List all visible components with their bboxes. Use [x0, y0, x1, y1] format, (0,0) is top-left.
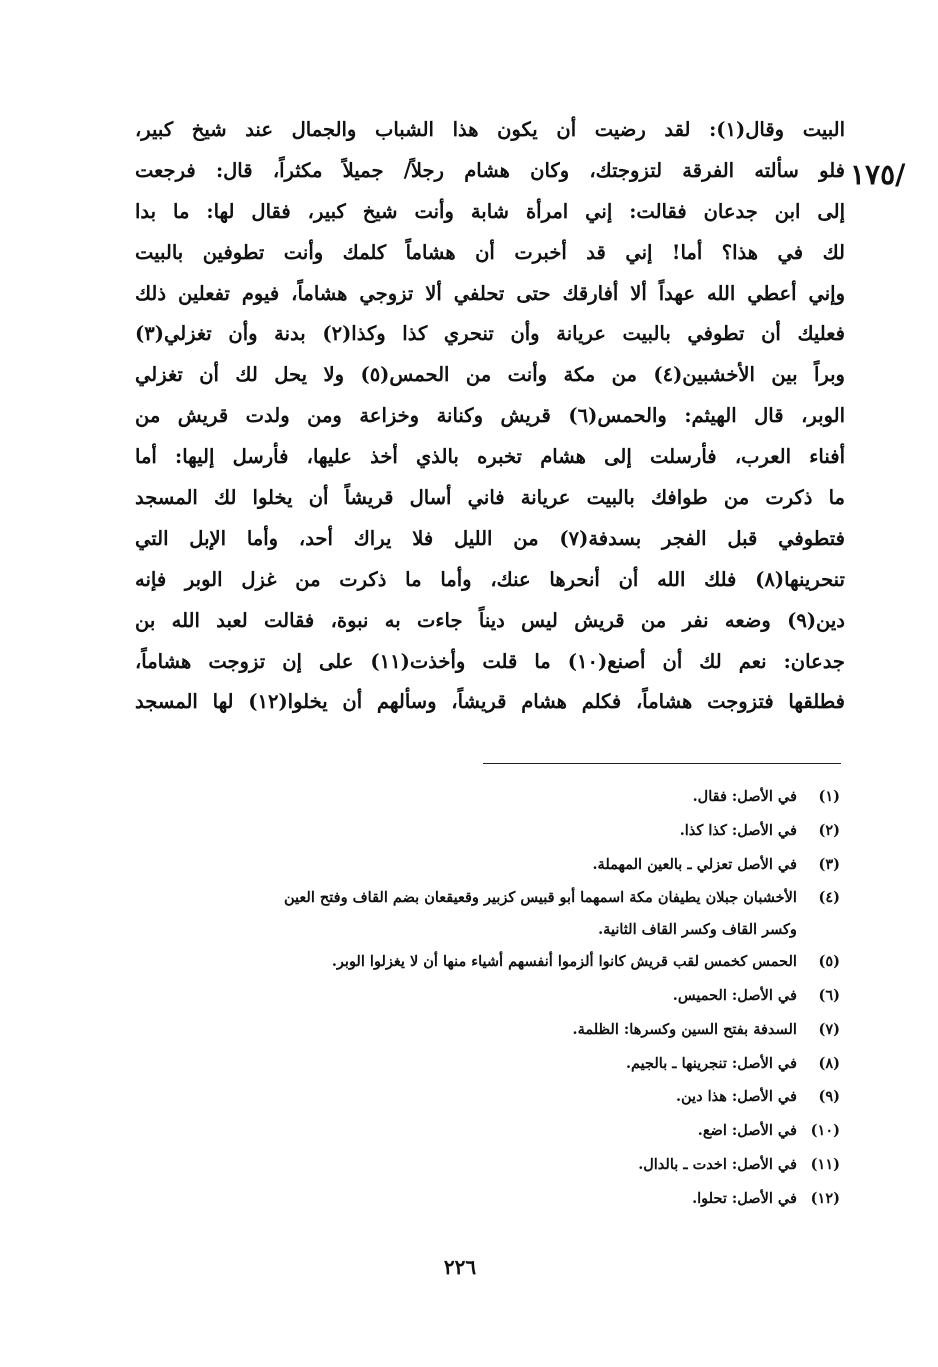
text-line: وبراً بين الأخشبين(٤) من مكة وأنت من الحمس(٥) ولا يحل لك أن تغزلي	[135, 363, 845, 387]
footnote-number: (٦)	[818, 986, 840, 1004]
footnote-continuation	[120, 915, 840, 945]
footnote-text: وكسر القاف وكسر القاف الثانية.	[598, 921, 797, 939]
footnote-number: (٩)	[818, 1088, 840, 1106]
text-line: فتطوفي قبل الفجر بسدفة(٧) من الليل فلا يراك أحد، وأما الإبل التي	[135, 526, 845, 550]
footnote-text: في الأصل: الحميس.	[672, 986, 797, 1004]
text-line: فعليك أن تطوفي بالبيت عريانة وأن تنحري كذا وكذا(٢) بدنة وأن تغزلي(٣)	[135, 322, 845, 346]
footnote-number: (٢)	[818, 821, 840, 839]
footnote-number: (٣)	[818, 855, 840, 873]
footnote-item	[120, 1182, 840, 1216]
footnote-item	[120, 814, 840, 848]
footnote-item	[120, 881, 840, 915]
footnote-item	[120, 1080, 840, 1114]
footnote-number: (١٠)	[810, 1122, 840, 1140]
footnote-item	[120, 780, 840, 814]
text-line: أفناء العرب، فأرسلت إلى هشام تخبره بالذي أخذ عليها، فأرسل إليها: أما	[135, 445, 845, 469]
footnote-item	[120, 945, 840, 979]
footnote-text: في الأصل: فقال.	[692, 788, 797, 805]
footnote-item	[120, 979, 840, 1013]
footnote-separator	[483, 763, 841, 764]
footnote-text: الحمس كخمس لقب قريش كانوا ألزموا أنفسهم أشياء منها أن لا يغزلوا الوبر.	[331, 953, 797, 971]
text-line: البيت وقال(١): لقد رضيت أن يكون هذا الشباب والجمال عند شيخ كبير،	[135, 118, 845, 141]
footnote-number: (١١)	[810, 1155, 840, 1173]
footnote-text: السدفة بفتح السين وكسرها: الظلمة.	[572, 1020, 797, 1038]
footnote-text: الأخشبان جبلان يطيفان مكة اسمهما أبو قبيس كزبير وقعيقعان بضم القاف وفتح العين	[284, 889, 797, 907]
footnote-text: في الأصل: اضع.	[697, 1122, 797, 1140]
text-line: فلو سألته الفرقة لتزوجتك، وكان هشام رجلاً/ جميلاً مكثراً، قال: فرجعت	[135, 158, 845, 182]
footnote-number: (٧)	[818, 1020, 840, 1038]
footnote-number: (٤)	[818, 889, 840, 907]
footnote-item	[120, 1013, 840, 1047]
text-line: جدعان: نعم لك أن أصنع(١٠) ما قلت وأخذت(١١) على إن تزوجت هشاماً،	[135, 649, 845, 673]
footnote-item	[120, 1148, 840, 1182]
text-line: لك في هذا؟ أما! إني قد أخبرت أن هشاماً كلمك وأنت تطوفين بالبيت	[135, 240, 845, 264]
footnote-item	[120, 848, 840, 882]
text-line: إلى ابن جدعان فقالت: إني امرأة شابة وأنت شيخ كبير، فقال لها: ما بدا	[135, 199, 845, 223]
footnote-item	[120, 1114, 840, 1148]
margin-page-reference: /١٧٥	[850, 158, 906, 191]
text-line: الوبر، قال الهيثم: والحمس(٦) قريش وكنانة وخزاعة ومن ولدت قريش من	[135, 404, 845, 428]
footnote-text: في الأصل تعزلي ـ بالعين المهملة.	[592, 855, 797, 873]
text-line: ما ذكرت من طوافك بالبيت عريانة فاني أسال قريشاً أن يخلوا لك المسجد	[135, 486, 845, 510]
text-line: فطلقها فتزوجت هشاماً، فكلم هشام قريشاً، وسألهم أن يخلوا(١٢) لها المسجد	[135, 690, 845, 714]
text-line: تنحرينها(٨) فلك الله أن أنحرها عنك، وأما ما ذكرت من غزل الوبر فإنه	[135, 567, 845, 591]
footnote-number: (١)	[818, 788, 840, 805]
footnote-text: في الأصل: تحلوا.	[692, 1189, 797, 1207]
footnote-number: (٥)	[818, 953, 840, 971]
main-text-block	[135, 110, 845, 723]
page-number: ٢٢٦	[443, 1255, 477, 1279]
footnote-number: (٨)	[818, 1054, 840, 1072]
footnote-text: في الأصل: اخدت ـ بالدال.	[638, 1155, 797, 1173]
footnote-item	[120, 1047, 840, 1081]
footnote-number: (١٢)	[810, 1189, 840, 1207]
text-line: دين(٩) وضعه نفر من قريش ليس ديناً جاءت به نبوة، فقالت لعبد الله بن	[135, 608, 845, 632]
footnote-text: في الأصل: كذا كذا.	[679, 821, 797, 839]
footnote-text: في الأصل: تنجرينها ـ بالجيم.	[625, 1054, 797, 1072]
text-line: وإني أعطي الله عهداً ألا أفارقك حتى تحلفي ألا تزوجي هشاماً، فيوم تفعلين ذلك	[135, 281, 845, 305]
footnote-text: في الأصل: هذا دين.	[675, 1088, 797, 1106]
footnotes-block	[120, 780, 840, 1216]
